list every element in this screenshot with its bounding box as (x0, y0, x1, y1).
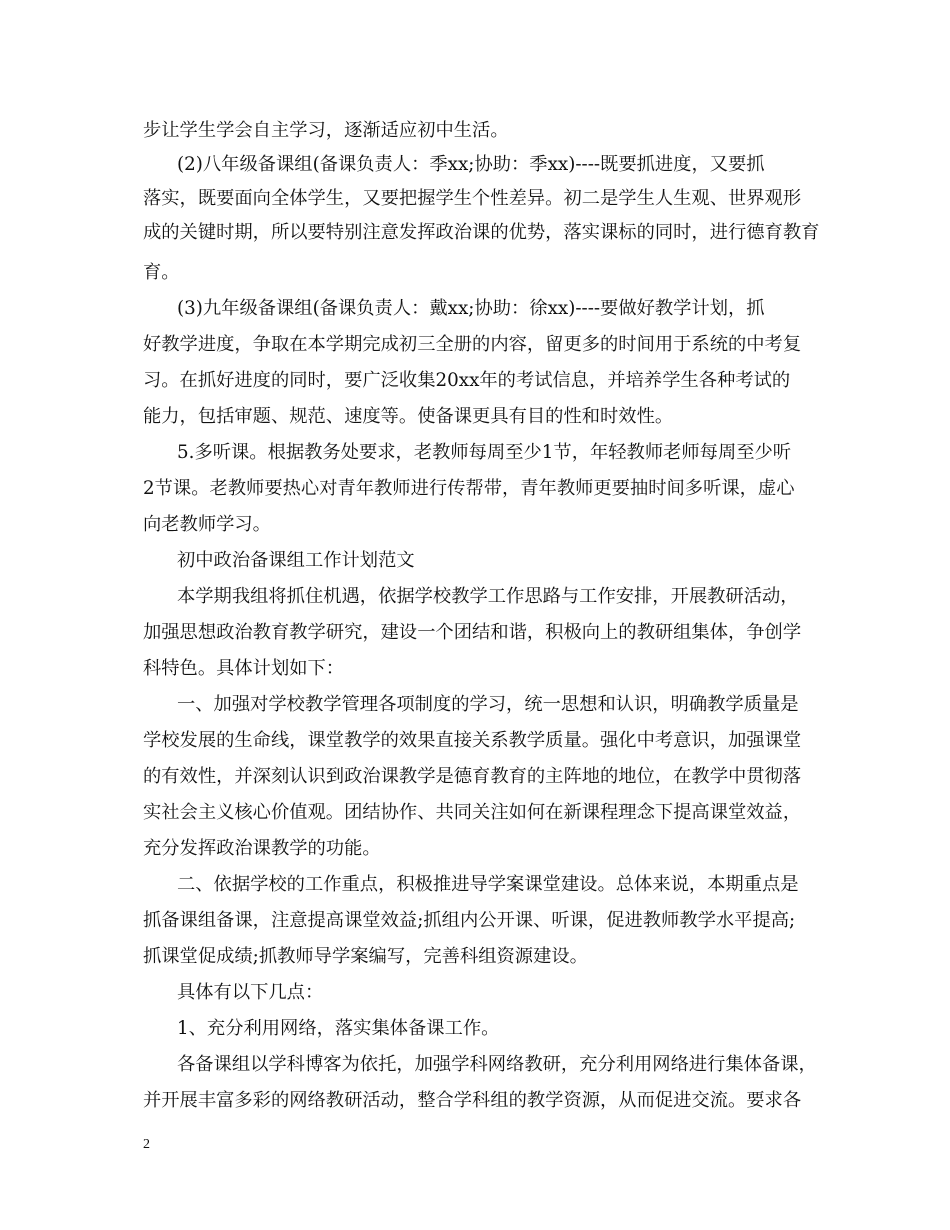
text-line: 充分发挥政治课教学的功能。 (143, 838, 381, 859)
text-line: 落实，既要面向全体学生，又要把握学生个性差异。初二是学生人生观、世界观形 (143, 188, 802, 209)
text-line: 向老教师学习。 (143, 514, 271, 535)
text-line: (3)九年级备课组(备课负责人：戴xx;协助：徐xx)----要做好教学计划，抓 (177, 298, 765, 319)
text-line: 并开展丰富多彩的网络教研活动，整合学科组的教学资源，从而促进交流。要求各 (143, 1090, 802, 1111)
section-title: 初中政治备课组工作计划范文 (177, 550, 415, 571)
text-line: 步让学生学会自主学习，逐渐适应初中生活。 (143, 120, 509, 141)
text-line: 加强思想政治教育教学研究，建设一个团结和谐，积极向上的教研组集体，争创学 (143, 622, 802, 643)
text-line: 5.多听课。根据教务处要求，老教师每周至少1节，年轻教师老师每周至少听 (177, 442, 792, 463)
text-line: 的有效性，并深刻认识到政治课教学是德育教育的主阵地的地位，在教学中贯彻落 (143, 766, 802, 787)
text-line: 育。 (143, 262, 180, 283)
text-line: 成的关键时期，所以要特别注意发挥政治课的优势，落实课标的同时，进行德育教育 (143, 222, 820, 243)
text-line: 本学期我组将抓住机遇，依据学校教学工作思路与工作安排，开展教研活动， (177, 586, 799, 607)
text-line: 实社会主义核心价值观。团结协作、共同关注如何在新课程理念下提高课堂效益， (143, 802, 802, 823)
text-line: 科特色。具体计划如下： (143, 658, 345, 679)
text-line: 抓课堂促成绩;抓教师导学案编写，完善科组资源建设。 (143, 946, 588, 967)
text-line: (2)八年级备课组(备课负责人：季xx;协助：季xx)----既要抓进度，又要抓 (177, 154, 765, 175)
text-line: 一、加强对学校教学管理各项制度的学习，统一思想和认识，明确教学质量是 (177, 694, 799, 715)
text-line: 能力，包括审题、规范、速度等。使备课更具有目的性和时效性。 (143, 406, 674, 427)
text-line: 各备课组以学科博客为依托，加强学科网络教研，充分利用网络进行集体备课， (177, 1054, 817, 1075)
text-line: 习。在抓好进度的同时，要广泛收集20xx年的考试信息，并培养学生各种考试的 (143, 370, 791, 391)
text-line: 抓备课组备课，注意提高课堂效益;抓组内公开课、听课，促进教师教学水平提高; (143, 910, 796, 931)
text-line: 二、依据学校的工作重点，积极推进导学案课堂建设。总体来说，本期重点是 (177, 874, 799, 895)
text-line: 具体有以下几点： (177, 982, 324, 1003)
text-line: 2节课。老教师要热心对青年教师进行传帮带，青年教师更要抽时间多听课，虚心 (143, 478, 795, 499)
text-line: 学校发展的生命线，课堂教学的效果直接关系教学质量。强化中考意识，加强课堂 (143, 730, 802, 751)
page-number: 2 (143, 1137, 150, 1152)
text-line: 好教学进度，争取在本学期完成初三全册的内容，留更多的时间用于系统的中考复 (143, 334, 802, 355)
text-line: 1、充分利用网络，落实集体备课工作。 (177, 1018, 500, 1039)
